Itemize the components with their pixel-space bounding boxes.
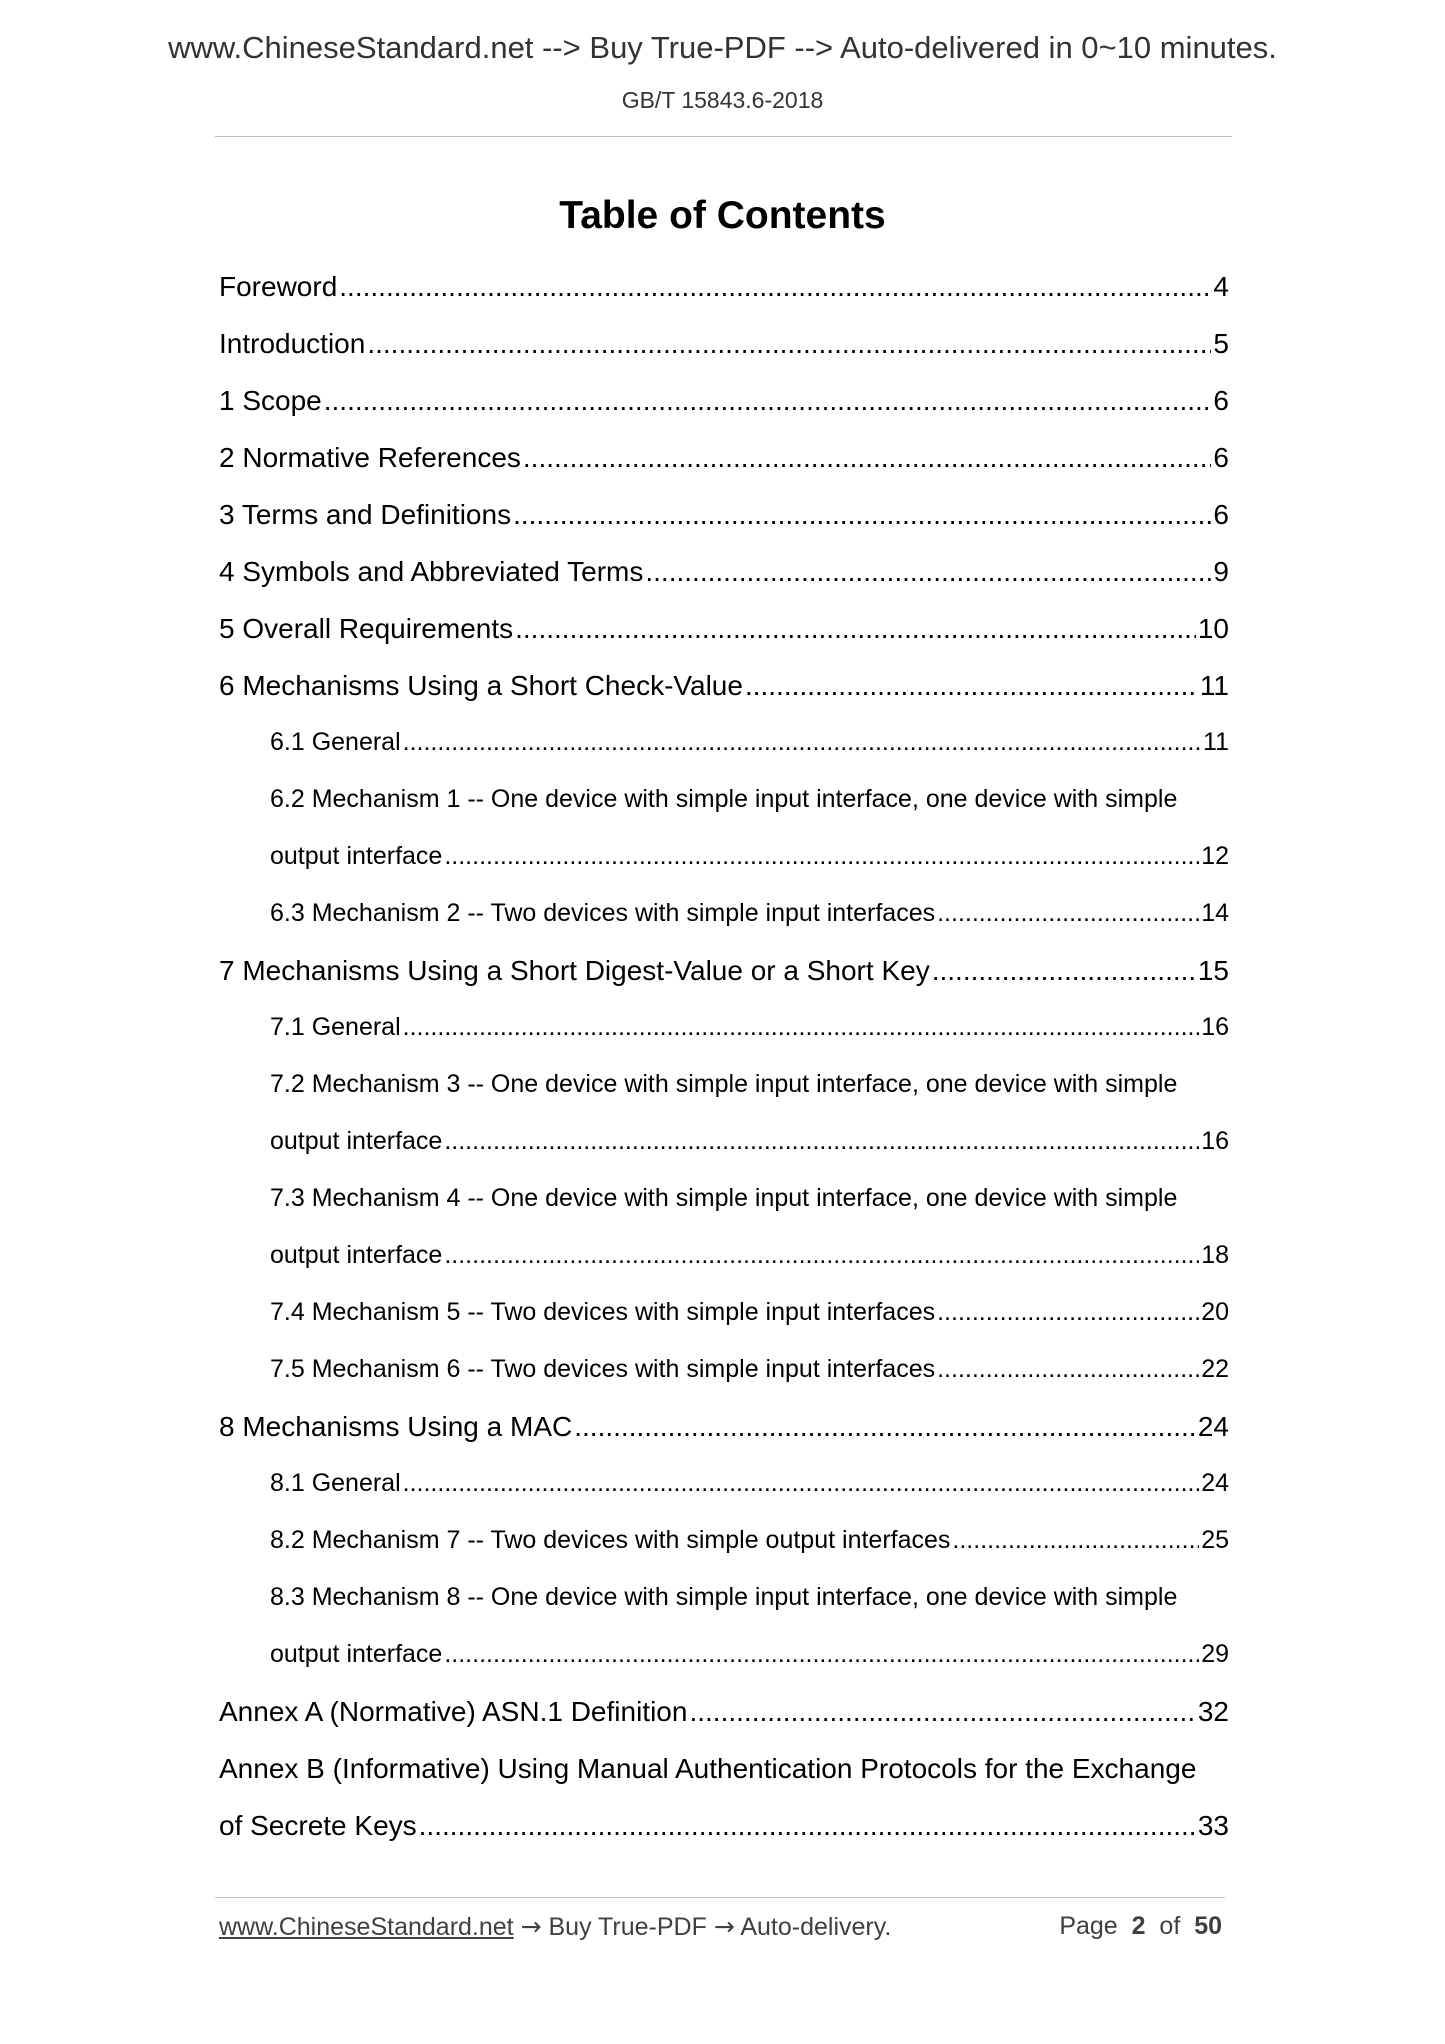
page-counter [1059, 1912, 1222, 1941]
page-current: 2 [1131, 1912, 1146, 1940]
toc-entry-symbols-abbreviated-terms[interactable]: 4 Symbols and Abbreviated Terms ..... 9 [219, 543, 1229, 600]
toc-entry-7-5[interactable]: 7.5 Mechanism 6 -- Two devices with simple input interfaces ..... 22 [219, 1341, 1229, 1398]
footer-buy-text: Buy True-PDF [548, 1913, 707, 1941]
header-banner: www.ChineseStandard.net --> Buy True-PDF --> Auto-delivered in 0~10 minutes. [168, 30, 1277, 65]
footer-delivery-text: Auto-delivery. [740, 1913, 892, 1941]
footer-promo [219, 1912, 891, 1942]
toc-entry-7-4[interactable]: 7.4 Mechanism 5 -- Two devices with simple input interfaces ..... 20 [219, 1284, 1229, 1341]
arrow-right-icon: → [520, 1912, 542, 1941]
toc-entry-introduction[interactable]: Introduction ..... 5 [219, 315, 1229, 372]
header-divider [215, 136, 1232, 137]
toc-entry-8-3-line1[interactable]: 8.3 Mechanism 8 -- One device with simple input interface, one device with simple [270, 1583, 1178, 1611]
toc-entry-7-3-line2[interactable]: output interface ..... 18 [219, 1227, 1229, 1284]
toc-entry-section-6[interactable]: 6 Mechanisms Using a Short Check-Value ..... 11 [219, 657, 1229, 714]
toc-entry-7-2-line1[interactable]: 7.2 Mechanism 3 -- One device with simple input interface, one device with simple [270, 1070, 1178, 1098]
toc-entry-6-3[interactable]: 6.3 Mechanism 2 -- Two devices with simple input interfaces ..... 14 [219, 885, 1229, 942]
toc-entry-terms-definitions[interactable]: 3 Terms and Definitions ..... 6 [219, 486, 1229, 543]
footer-site-link[interactable]: www.ChineseStandard.net [219, 1913, 514, 1941]
toc-entry-scope[interactable]: 1 Scope ..... 6 [219, 372, 1229, 429]
toc-title: Table of Contents [559, 194, 886, 237]
toc-entry-section-8[interactable]: 8 Mechanisms Using a MAC ..... 24 [219, 1398, 1229, 1455]
toc-list [219, 258, 1229, 1854]
toc-entry-8-1[interactable]: 8.1 General ..... 24 [219, 1455, 1229, 1512]
toc-entry-overall-requirements[interactable]: 5 Overall Requirements ..... 10 [219, 600, 1229, 657]
toc-entry-7-2-line2[interactable]: output interface ..... 16 [219, 1113, 1229, 1170]
arrow-right-icon: → [713, 1912, 735, 1941]
toc-entry-annex-a[interactable]: Annex A (Normative) ASN.1 Definition ..... 32 [219, 1683, 1229, 1740]
document-id: GB/T 15843.6-2018 [621, 87, 824, 113]
toc-entry-8-2[interactable]: 8.2 Mechanism 7 -- Two devices with simple output interfaces ..... 25 [219, 1512, 1229, 1569]
toc-entry-section-7[interactable]: 7 Mechanisms Using a Short Digest-Value or a Short Key ..... 15 [219, 942, 1229, 999]
toc-entry-foreword[interactable]: Foreword ..... 4 [219, 258, 1229, 315]
page-word: Page [1059, 1912, 1118, 1940]
toc-entry-annex-b-line2[interactable]: of Secrete Keys ..... 33 [219, 1797, 1229, 1854]
toc-entry-normative-references[interactable]: 2 Normative References ..... 6 [219, 429, 1229, 486]
toc-entry-7-1[interactable]: 7.1 General ..... 16 [219, 999, 1229, 1056]
of-word: of [1159, 1912, 1181, 1940]
footer-divider [215, 1897, 1225, 1898]
toc-entry-6-2-line2[interactable]: output interface ..... 12 [219, 828, 1229, 885]
page-total: 50 [1194, 1912, 1222, 1940]
toc-entry-6-1[interactable]: 6.1 General ..... 11 [219, 714, 1229, 771]
toc-entry-6-2-line1[interactable]: 6.2 Mechanism 1 -- One device with simple input interface, one device with simple [270, 785, 1178, 813]
toc-entry-annex-b-line1[interactable]: Annex B (Informative) Using Manual Authentication Protocols for the Exchange [219, 1753, 1197, 1784]
toc-entry-7-3-line1[interactable]: 7.3 Mechanism 4 -- One device with simple input interface, one device with simple [270, 1184, 1178, 1212]
toc-entry-8-3-line2[interactable]: output interface ..... 29 [219, 1626, 1229, 1683]
